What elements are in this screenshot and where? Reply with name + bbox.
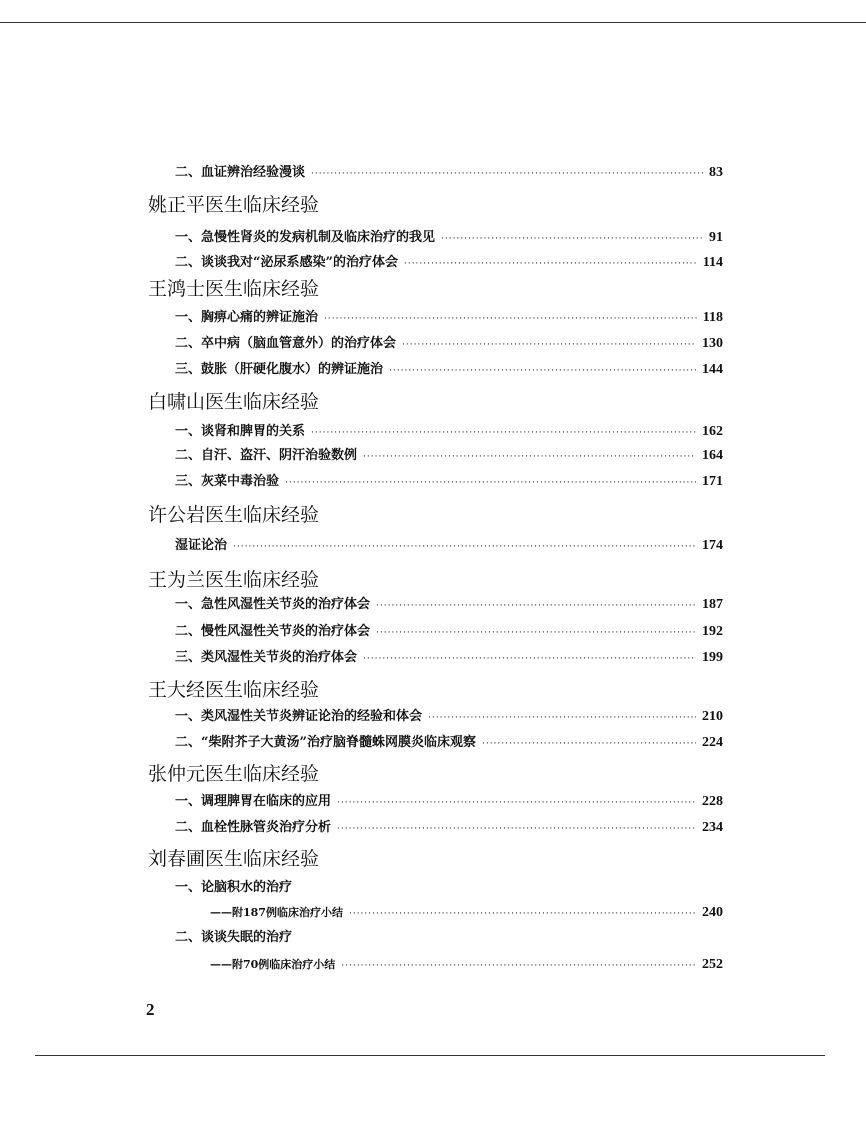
toc-entry[interactable] [175,361,723,380]
toc-entry[interactable] [175,929,292,947]
entry-page: 234 [702,820,723,835]
entry-page: 174 [702,538,723,553]
leader-dots [311,165,703,183]
bottom-scan-edge [35,1055,825,1056]
toc-entry[interactable] [175,537,723,556]
entry-page: 164 [702,448,723,463]
top-scan-edge [0,22,866,23]
entry-title: 一、谈肾和脾胃的关系 [175,424,306,439]
toc-entry[interactable] [175,309,723,328]
leader-dots [402,336,696,354]
leader-dots [482,735,696,753]
leader-dots [324,310,697,328]
section-heading: 王大经医生临床经验 [148,679,320,701]
entry-title: 二、自汗、盗汗、阴汗治验数例 [175,448,358,463]
entry-title: ——附70例临床治疗小结 [210,958,336,971]
toc-entry[interactable] [175,596,723,615]
entry-page: 130 [702,336,723,351]
entry-title: ——附187例临床治疗小结 [210,906,343,919]
section-heading: 刘春圃医生临床经验 [148,848,320,870]
toc-entry[interactable] [175,164,723,183]
section-heading: 王鸿士医生临床经验 [148,278,320,300]
toc-entry[interactable] [175,649,723,668]
entry-title: 一、调理脾胃在临床的应用 [175,794,332,809]
entry-title: 三、类风湿性关节炎的治疗体会 [175,650,358,665]
leader-dots [349,905,696,923]
toc-entry[interactable] [175,423,723,442]
entry-title: 一、胸痹心痛的辨证施治 [175,310,319,325]
entry-page: 187 [702,597,723,612]
section-heading: 许公岩医生临床经验 [148,504,320,526]
entry-page: 171 [702,474,723,489]
entry-page: 224 [702,735,723,750]
section-heading: 张仲元医生临床经验 [148,763,320,785]
entry-page: 210 [702,709,723,724]
leader-dots [376,597,696,615]
toc-entry[interactable] [175,335,723,354]
toc-entry[interactable] [175,447,723,466]
entry-title: 三、鼓胀（肝硬化腹水）的辨证施治 [175,362,384,377]
leader-dots [376,624,696,642]
toc-entry[interactable] [175,254,723,273]
entry-page: 114 [702,255,723,270]
toc-entry[interactable] [175,473,723,492]
toc-entry[interactable] [175,229,723,248]
entry-page: 91 [709,230,723,245]
entry-title: 二、“柴附芥子大黄汤”治疗脑脊髓蛛网膜炎临床观察 [175,735,476,750]
leader-dots [404,255,697,273]
entry-page: 252 [702,957,723,972]
entry-title: 二、慢性风湿性关节炎的治疗体会 [175,624,371,639]
entry-page: 118 [702,310,723,325]
toc-entry[interactable] [175,819,723,838]
entry-title: 二、谈谈我对“泌尿系感染”的治疗体会 [175,255,398,270]
entry-title: 一、急慢性肾炎的发病机制及临床治疗的我见 [175,230,436,245]
section-heading: 王为兰医生临床经验 [148,569,320,591]
entry-page: 228 [702,794,723,809]
entry-title: 一、急性风湿性关节炎的治疗体会 [175,597,371,612]
entry-page: 199 [702,650,723,665]
leader-dots [311,424,696,442]
page-number: 2 [146,1000,155,1019]
toc-entry[interactable] [175,623,723,642]
entry-title: 湿证论治 [175,538,228,553]
leader-dots [441,230,703,248]
entry-title: 一、论脑积水的治疗 [175,880,293,895]
leader-dots [428,709,696,727]
entry-page: 192 [702,624,723,639]
leader-dots [363,448,696,466]
entry-title: 二、血证辨治经验漫谈 [175,165,306,180]
leader-dots [337,820,696,838]
toc-entry[interactable] [210,956,723,975]
entry-title: 二、血栓性脉管炎治疗分析 [175,820,332,835]
leader-dots [233,538,696,556]
entry-page: 240 [702,905,723,920]
entry-page: 83 [709,165,723,180]
entry-title: 二、卒中病（脑血管意外）的治疗体会 [175,336,397,351]
leader-dots [389,362,696,380]
toc-entry[interactable] [175,734,723,753]
entry-title: 二、谈谈失眠的治疗 [175,930,293,945]
entry-title: 一、类风湿性关节炎辨证论治的经验和体会 [175,709,423,724]
entry-page: 162 [702,424,723,439]
leader-dots [337,794,696,812]
leader-dots [285,474,696,492]
entry-title: 三、灰菜中毒治验 [175,474,280,489]
leader-dots [363,650,696,668]
leader-dots [341,957,696,975]
toc-entry[interactable] [175,879,292,897]
section-heading: 姚正平医生临床经验 [148,194,320,216]
toc-entry[interactable] [210,904,723,923]
toc-entry[interactable] [175,793,723,812]
section-heading: 白啸山医生临床经验 [148,391,320,413]
toc-entry[interactable] [175,708,723,727]
entry-page: 144 [702,362,723,377]
